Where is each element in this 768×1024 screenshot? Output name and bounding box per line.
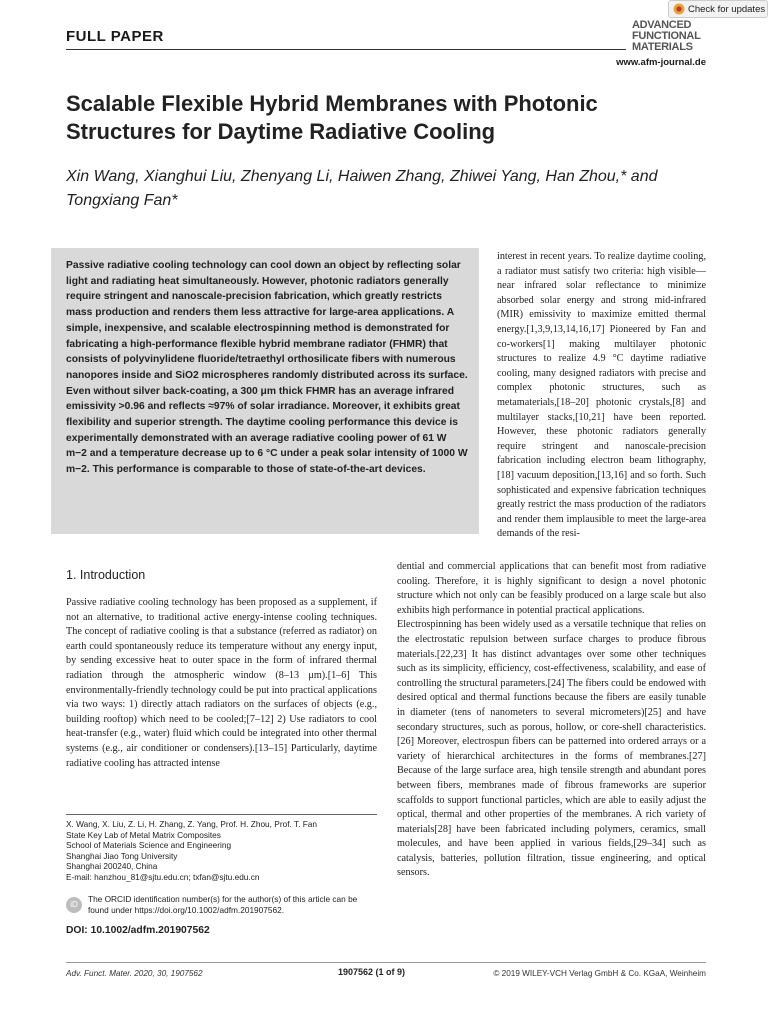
- abstract-text: Passive radiative cooling technology can cool down an object by reflecting solar light and radiating heat simultaneously. However, photonic radiators generally require stringent and nanoscale-precision fabrication, which greatly restricts mass production and renders them less attractive for large-area applications. A simple, inexpensive, and scalable electrospinning method is demonstrated for fabricating a high-performance flexible hybrid membrane radiator (FHMR) that consists of polyvinylidene fluoride/tetraethyl orthosilicate fibers with numerous nanopores inside and SiO2 microspheres randomly distributed across its surface. Even without silver back-coating, a 300 μm thick FHMR has an average infrared emissivity >0.96 and reflects ≈97% of solar irradiance. Moreover, it exhibits great flexibility and superior strength. The daytime cooling performance this device is experimentally demonstrated with an average radiative cooling power of 61 W m−2 and a temperature decrease up to 6 °C under a peak solar intensity of 1000 W m−2. This performance is comparable to those of state-of-the-art devices.: [66, 260, 468, 476]
- author-list: Xin Wang, Xianghui Liu, Zhenyang Li, Haiwen Zhang, Zhiwei Yang, Han Zhou,* and Tongxiang Fan*: [66, 168, 658, 209]
- header-rule: [66, 49, 626, 50]
- section-heading: 1. Introduction: [66, 568, 146, 582]
- footer-copyright: © 2019 WILEY-VCH Verlag GmbH & Co. KGaA, Weinheim: [493, 969, 706, 978]
- check-updates-label: Check for updates: [688, 3, 766, 15]
- check-for-updates-button[interactable]: [668, 0, 768, 18]
- orcid-note: The ORCID identification number(s) for the author(s) of this article can be found under https://doi.org/10.1002/adfm.201907562.: [88, 894, 358, 915]
- section-label: FULL PAPER: [66, 28, 164, 45]
- introduction-text: Passive radiative cooling technology has been proposed as a supplement, if not an alternative, to traditional active energy-intense cooling techniques. The concept of radiative cooling is that a substance (referred as radiator) on earth could spontaneously reduce its temperature without any energy input, by sending excessive heat to outer space in the form of infrared thermal radiation through the atmospheric window (8–13 μm).[1–6] This environmentally-friendly technology could be put into practical applications via two ways: 1) directly attach radiators on the surfaces of objects (e.g., building rooftop) which need to be cooled;[7–12] 2) Use radiators to cool heat-transfer (e.g., water) fluid which could be integrated into other thermal systems (e.g., air conditioner or condensers).[13–15] Particularly, daytime radiative cooling has attracted intense: [66, 597, 377, 769]
- doi-label[interactable]: DOI: 10.1002/adfm.201907562: [66, 925, 210, 936]
- page-number: 1907562 (1 of 9): [338, 967, 406, 977]
- footer-rule: [66, 962, 706, 963]
- journal-logo: [632, 20, 712, 53]
- right-column-top-text: interest in recent years. To realize daytime cooling, a radiator must satisfy two criteria: high visible—near infrared solar reflectance to minimize absorbed solar energy and strong mid-infrared (MIR) emissivity to maximize emitted thermal energy.[1,3,9,13,14,16,17] Pioneered by Fan and co-workers[1] making multilayer photonic structures to realize 4.9 °C daytime radiative cooling, many designed radiators with precise and complex photonic structures, such as metamaterials,[18–20] photonic crystals,[8] and multilayer stacks,[10,21] have been reported. However, these photonic radiators generally require stringent and nanoscale-precision fabrication including electron beam lithography,[18] vacuum deposition,[13,16] and so forth. Such sophisticated and expensive fabrication techniques greatly restrict the mass production of the radiators and render them implausible to meet the large-area demands of the resi-: [497, 251, 706, 540]
- journal-url[interactable]: www.afm-journal.de: [616, 57, 706, 68]
- right-column-bottom-text: dential and commercial applications that can benefit most from radiative cooling. Therefore, it is highly significant to design a novel photonic structure which not only can be feasibly produced on a large scale but also exhibits high performance in potential practical applications. Electrospinning has been widely used as a versatile technique that relies on the electrostatic repulsion between surface charges to produce fibrous materials.[22,23] It has distinct advantages over some other techniques such as its simplicity, efficiency, cost-effectiveness, scalability, and ease of controlling the structural parameters.[24] The fibers could be endowed with desired optical and thermal functions because the fibers are easily tunable in diameter (tens of nanometers to several micrometers)[25] and have secondary structures, such as porous, hollow, or core-shell characteristics.[26] Moreover, electrospun fibers can be patterned into ordered arrays or a variety of hierarchical architectures in the forms of membranes.[27] Because of the large surface area, high tensile strength and abundant pores between fibers, membranes made of fibrous frameworks are superior scaffolds to support functional particles, which are able to easily adjust the optical, thermal and other properties of the membranes. A rich variety of materials[28] have been fabricated including polymers, ceramics, small molecules, and have been applied in various fields,[29–34] such as catalysis, batteries, pollution filtration, tissue engineering, and optical sensors.: [397, 561, 706, 879]
- orcid-icon[interactable]: iD: [66, 897, 82, 913]
- journal-logo-line: FUNCTIONAL: [632, 30, 701, 42]
- affiliation-rule: [66, 814, 377, 815]
- journal-logo-line: MATERIALS: [632, 41, 693, 53]
- journal-logo-line: ADVANCED: [632, 19, 692, 31]
- check-updates-icon: [673, 3, 685, 15]
- paper-title: Scalable Flexible Hybrid Membranes with Photonic Structures for Daytime Radiative Cooling: [66, 91, 598, 144]
- footer-citation: Adv. Funct. Mater. 2020, 30, 1907562: [66, 969, 203, 978]
- affiliations: X. Wang, X. Liu, Z. Li, H. Zhang, Z. Yang, Prof. H. Zhou, Prof. T. Fan State Key Lab of Metal Matrix Composites School of Materials Science and Engineering Shanghai Jiao Tong University Shanghai 200240, China E-mail: hanzhou_81@sjtu.edu.cn; txfan@sjtu.edu.cn: [66, 819, 318, 882]
